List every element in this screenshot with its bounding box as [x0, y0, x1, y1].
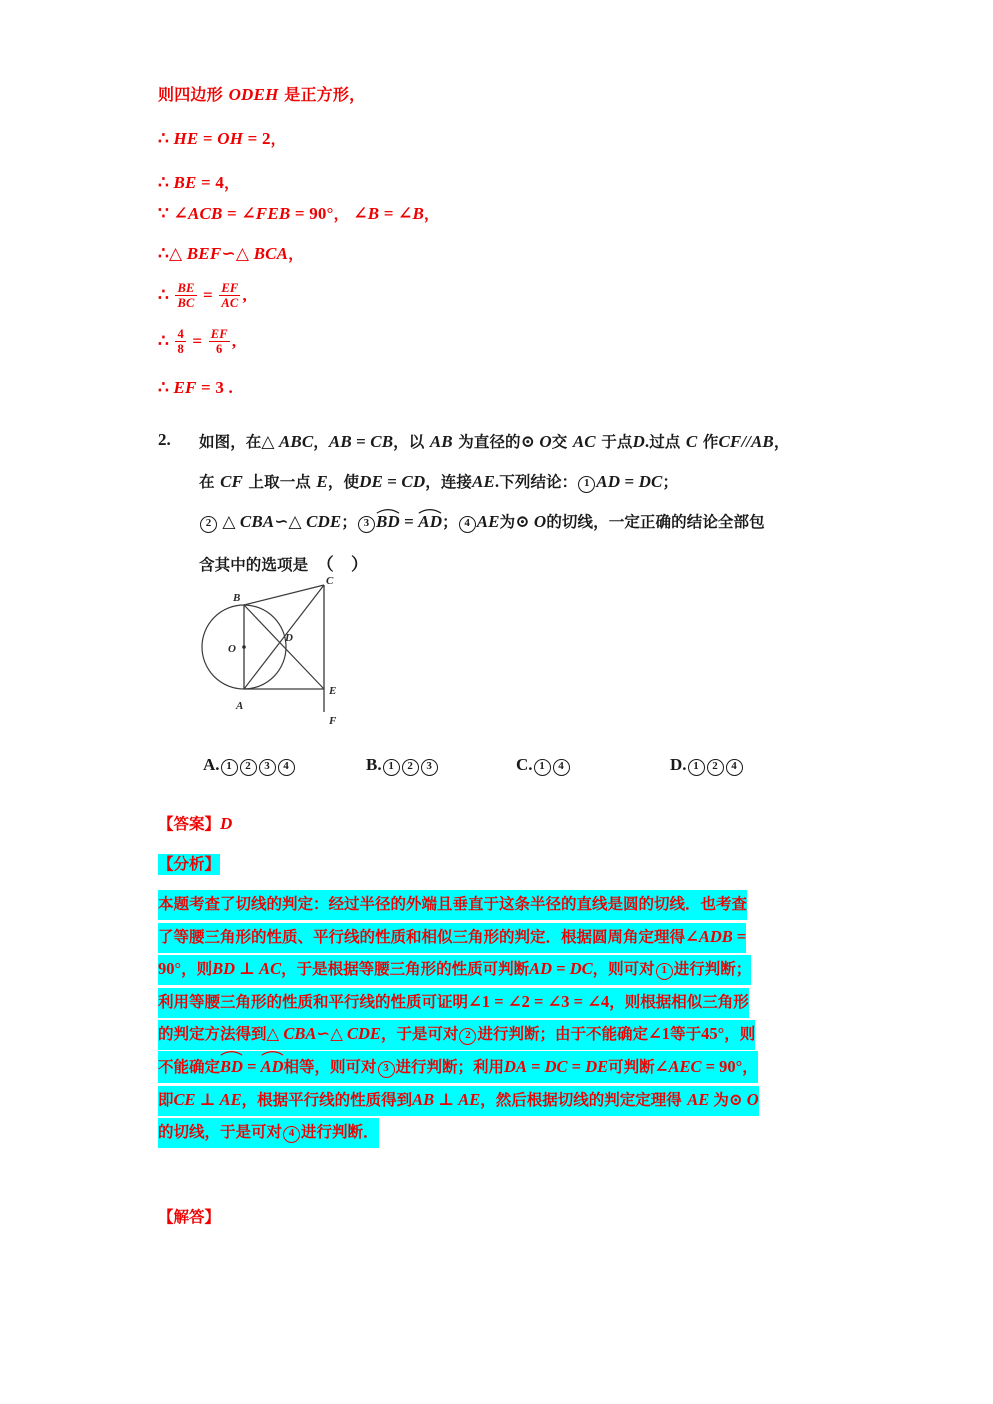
answer-line	[158, 812, 232, 834]
equals-sign: =	[192, 331, 203, 351]
arc-ad: AD	[261, 1052, 284, 1080]
option-d-key: D.	[670, 755, 687, 774]
fraction-numerator: BE	[177, 281, 195, 295]
arc-ad: AD	[418, 510, 442, 532]
analysis-label-line	[158, 852, 220, 874]
analysis-line-5: 的判定方法得到△ CBA∽△ CDE，于是可对 2 进行判断；由于不能确定∠1等于45°，则	[158, 1018, 838, 1051]
figure-label-f: F	[329, 715, 337, 727]
figure-label-a: A	[236, 700, 244, 712]
analysis-line-7: 即CE ⊥ AE，根据平行线的性质得到AB ⊥ AE，然后根据切线的判定定理得 AE 为⊙ O	[158, 1084, 838, 1117]
analysis-line-8: 的切线，于是可对 4 进行判断．	[158, 1116, 838, 1149]
problem-line-1: 如图，在△ ABC，AB = CB，以 AB 为直径的⊙ O交 AC 于点D.过点 C 作CF//AB，	[199, 432, 790, 451]
solution-line-4: ∵ ∠ACB = ∠FEB = 90°， ∠B = ∠B，	[158, 204, 440, 223]
solution-line-1: 则四边形 ODEH 是正方形，	[158, 85, 366, 104]
option-c[interactable]: C. 1 4	[516, 755, 571, 776]
option-a-key: A.	[203, 755, 220, 774]
fraction-be-bc	[175, 281, 196, 310]
circled-number-3: 3	[358, 516, 375, 533]
option-a[interactable]: A. 1 2 3 4	[203, 755, 296, 776]
problem-line-3: 2 △ CBA∽△ CDE； 3 BD = AD； 4 AE为⊙ O的切线，一定正确的结论全部包	[199, 510, 765, 533]
circled-number-2: 2	[200, 516, 217, 533]
solution-fraction-line-1	[158, 282, 247, 311]
option-d[interactable]: D. 1 2 4	[670, 755, 744, 776]
option-b[interactable]: B. 1 2 3	[366, 755, 439, 776]
because-symbol: ∵	[158, 204, 170, 223]
arc-bd: BD	[376, 510, 400, 532]
analysis-body	[158, 888, 838, 1149]
fraction-numerator: 4	[177, 327, 184, 341]
figure-label-d: D	[285, 632, 293, 644]
analysis-label: 【分析】	[158, 855, 221, 873]
therefore-symbol: ∴	[158, 129, 170, 148]
fraction-ef-6	[209, 327, 230, 356]
comma: ,	[231, 331, 237, 351]
solution-line-1-text: 则四边形	[158, 85, 229, 104]
geometry-figure-svg	[196, 572, 371, 737]
comma: ,	[242, 285, 247, 305]
answer-label: 【答案】	[158, 815, 221, 833]
circled-number-4: 4	[459, 516, 476, 533]
analysis-line-4: 利用等腰三角形的性质和平行线的性质可证明∠1 = ∠2 = ∠3 = ∠4，则根据相似三角形	[158, 986, 838, 1019]
figure-label-e: E	[329, 685, 337, 697]
therefore-symbol: ∴	[158, 244, 170, 263]
fraction-numerator: EF	[210, 327, 228, 341]
therefore-symbol: ∴	[158, 173, 170, 192]
problem-line-4: 含其中的选项是 （ ）	[199, 555, 369, 574]
equals-sign: =	[203, 285, 213, 305]
circled-number-1: 1	[578, 476, 595, 493]
answer-value: D	[220, 814, 233, 833]
solution-line-2: ∴ HE = OH = 2，	[158, 129, 286, 148]
solution-line-3: ∴ BE = 4，	[158, 173, 240, 192]
analysis-line-3: 90°，则BD ⊥ AC，于是根据等腰三角形的性质可判断AD = DC，则可对 1 进行判断；	[158, 953, 838, 986]
solution-line-1-vars: ODEH	[228, 85, 279, 104]
figure-label-c: C	[326, 575, 334, 587]
solution-final-line: ∴ EF = 3 .	[158, 378, 233, 397]
solution-fraction-line-2	[158, 328, 236, 357]
fraction-numerator: EF	[221, 281, 239, 295]
fraction-denominator: 6	[209, 341, 230, 356]
analysis-line-1: 本题考查了切线的判定：经过半径的外端且垂直于这条半径的直线是圆的切线．也考查	[158, 888, 838, 921]
arc-bd: BD	[220, 1052, 243, 1080]
segment-be	[244, 605, 324, 689]
solution-label-line	[158, 1205, 220, 1227]
analysis-line-2: 了等腰三角形的性质、平行线的性质和相似三角形的判定．根据圆周角定理得∠ADB =	[158, 921, 838, 954]
segment-bc	[244, 585, 324, 605]
therefore-symbol: ∴	[158, 378, 170, 397]
solution-line-5: ∴△ BEF∽△ BCA，	[158, 244, 304, 263]
problem-number: 2.	[158, 430, 171, 449]
center-point-o	[242, 645, 246, 649]
fraction-ef-ac	[219, 281, 240, 310]
figure-label-o: O	[228, 643, 236, 655]
segment-ac	[244, 585, 324, 689]
analysis-line-6: 不能确定 BD = AD相等，则可对 3 进行判断；利用DA = DC = DE可判断∠AEC = 90°，	[158, 1051, 838, 1084]
fraction-denominator: 8	[177, 342, 184, 356]
solution-label: 【解答】	[158, 1208, 221, 1226]
fraction-denominator: BC	[177, 296, 195, 310]
geometry-figure	[196, 572, 371, 737]
fraction-denominator: AC	[221, 296, 239, 310]
problem-line-2: 在 CF 上取一点 E，使DE = CD，连接AE.下列结论： 1 AD = DC；	[199, 472, 679, 491]
therefore-symbol: ∴	[158, 285, 170, 305]
option-c-key: C.	[516, 755, 533, 774]
fraction-4-8	[175, 327, 185, 356]
therefore-symbol: ∴	[158, 331, 170, 351]
option-b-key: B.	[366, 755, 382, 774]
figure-label-b: B	[233, 592, 241, 604]
